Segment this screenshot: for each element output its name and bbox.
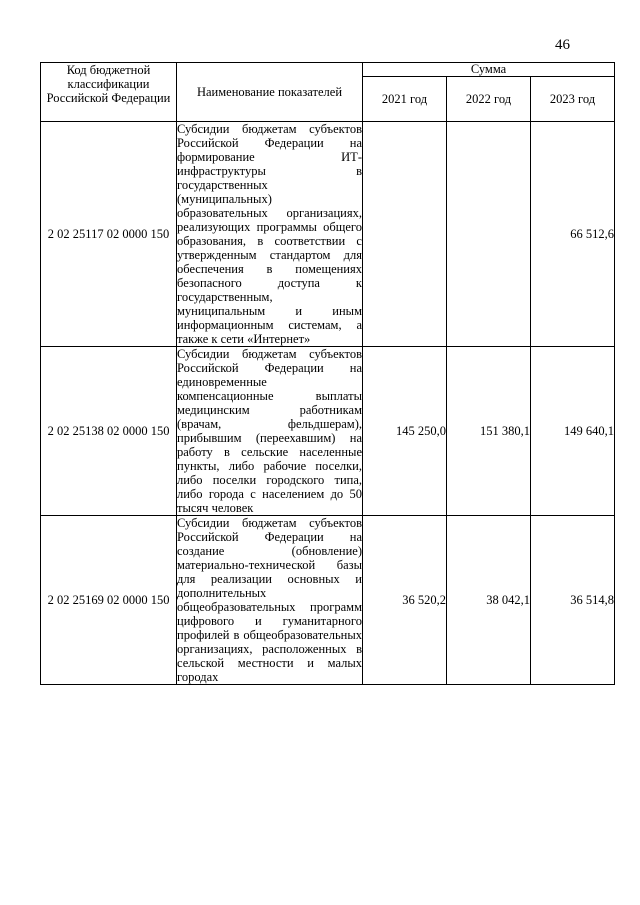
row-amount-2023: 66 512,6 — [531, 122, 615, 347]
header-year-2023: 2023 год — [531, 77, 615, 122]
header-sum: Сумма — [363, 63, 615, 77]
table-row — [41, 347, 615, 516]
row-amount-2021: 145 250,0 — [363, 347, 447, 516]
row-amount-2022: 151 380,1 — [447, 347, 531, 516]
row-amount-2022: 38 042,1 — [447, 516, 531, 685]
budget-table — [40, 62, 615, 685]
row-amount-2023: 36 514,8 — [531, 516, 615, 685]
row-amount-2021: 36 520,2 — [363, 516, 447, 685]
row-amount-2022 — [447, 122, 531, 347]
header-code: Код бюджетной классификации Российской Федерации — [41, 63, 177, 122]
row-name: Субсидии бюджетам субъектов Российской Федерации на единовременные компенсационные выплаты медицинским работникам (врачам, фельдшерам), прибывшим (переехавшим) на работу в сельские населенные пункты, либо рабочие поселки, либо поселки городского типа, либо города с населением до 50 тысяч человек — [177, 347, 362, 515]
row-name: Субсидии бюджетам субъектов Российской Федерации на формирование ИТ-инфраструктуры в государственных (муниципальных) образовательных организациях, реализующих программы общего образования, в соответствии с утвержденным стандартом для обеспечения в помещениях безопасного доступа к государственным, муниципальным и иным информационным системам, а также к сети «Интернет» — [177, 122, 362, 346]
row-amount-2021 — [363, 122, 447, 347]
row-name: Субсидии бюджетам субъектов Российской Федерации на создание (обновление) материально-технической базы для реализации основных и дополнительных общеобразовательных программ цифрового и гуманитарного профилей в общеобразовательных организациях, расположенных в сельской местности и малых городах — [177, 516, 362, 684]
row-amount-2023: 149 640,1 — [531, 347, 615, 516]
table-row — [41, 122, 615, 347]
header-year-2022: 2022 год — [447, 77, 531, 122]
table-row — [41, 516, 615, 685]
row-code: 2 02 25169 02 0000 150 — [41, 516, 177, 685]
header-year-2021: 2021 год — [363, 77, 447, 122]
row-code: 2 02 25138 02 0000 150 — [41, 347, 177, 516]
row-code: 2 02 25117 02 0000 150 — [41, 122, 177, 347]
page-number: 46 — [555, 37, 570, 53]
header-name: Наименование показателей — [177, 63, 363, 122]
